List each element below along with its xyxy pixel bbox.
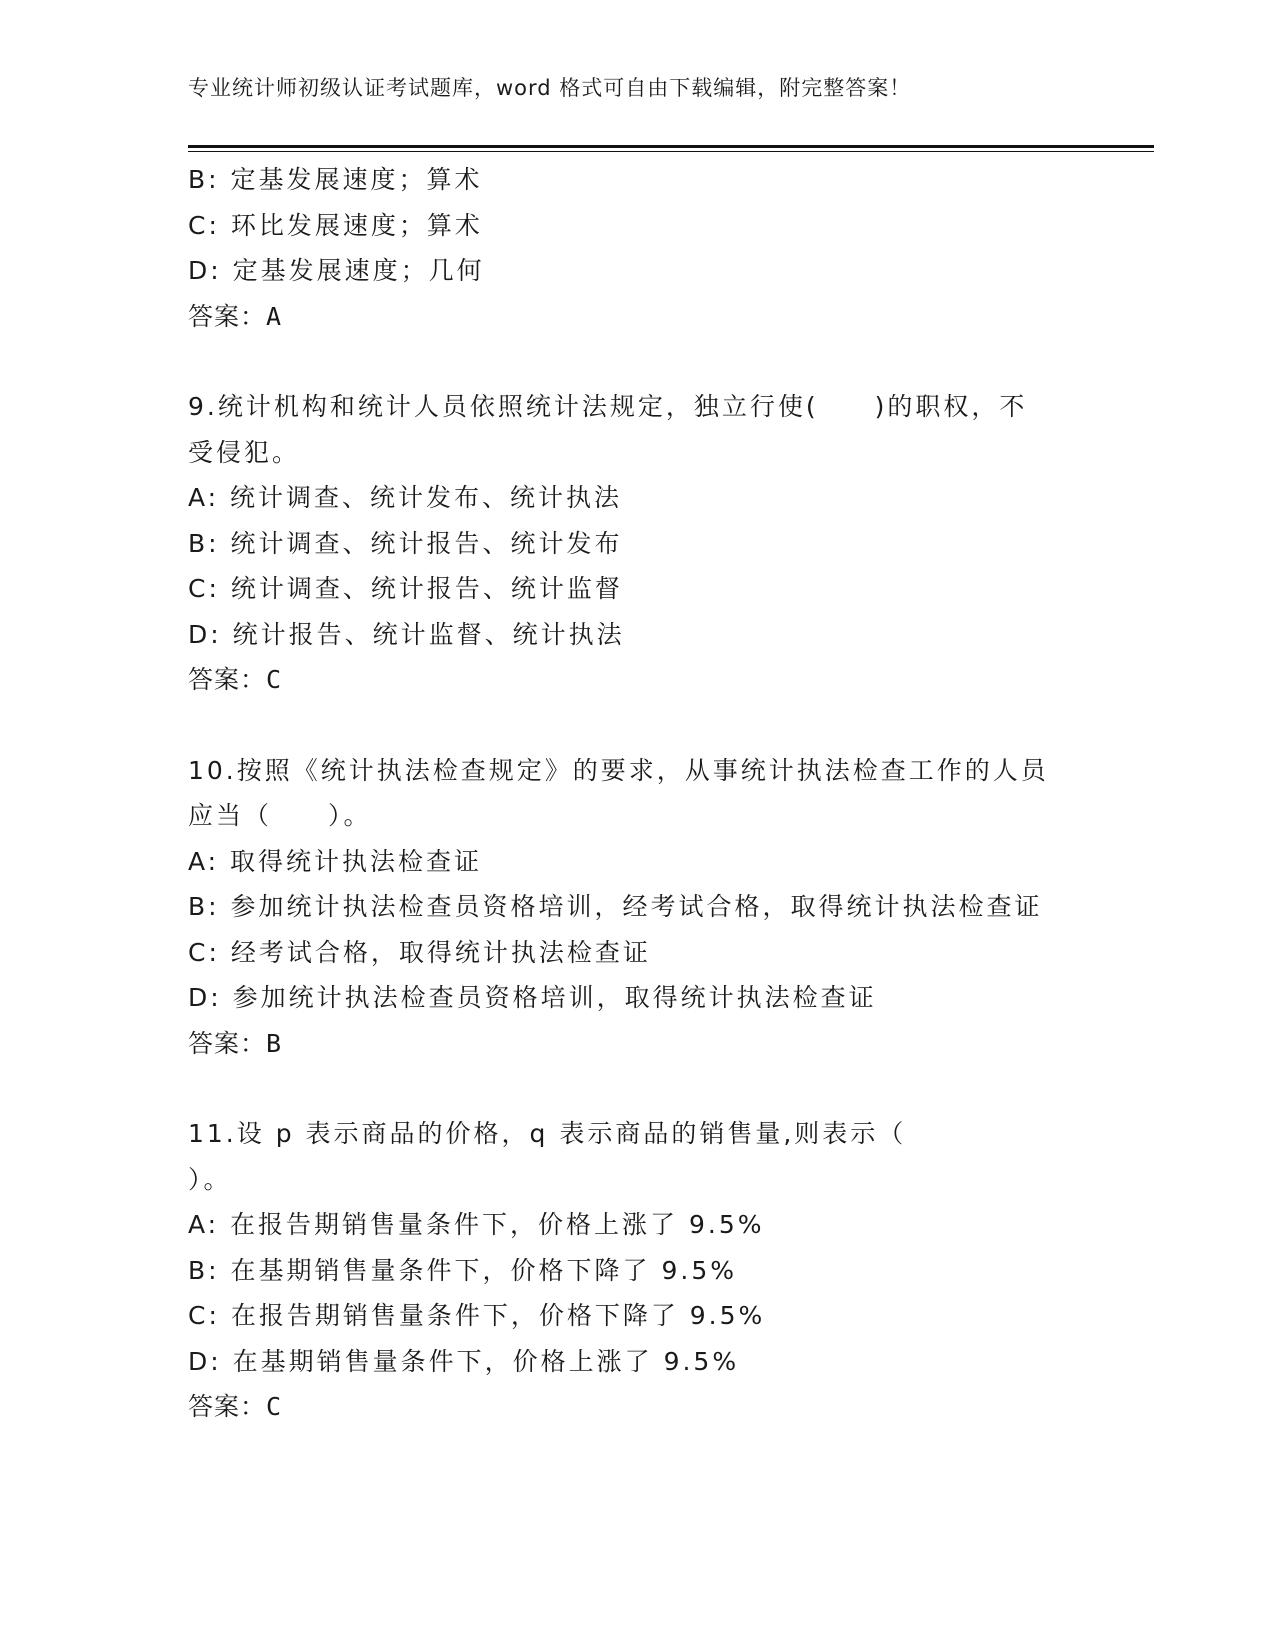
option-d: D: 统计报告、统计监督、统计执法 bbox=[188, 619, 625, 649]
header-rule-thin bbox=[188, 151, 1154, 152]
question-11-block bbox=[188, 1111, 1088, 1430]
option-a: A: 取得统计执法检查证 bbox=[188, 846, 483, 876]
question-10-stem-line1: 10.按照《统计执法检查规定》的要求，从事统计执法检查工作的人员 bbox=[188, 755, 1049, 785]
option-b: B: 参加统计执法检查员资格培训，经考试合格，取得统计执法检查证 bbox=[188, 892, 1043, 921]
option-a: A: 统计调查、统计发布、统计执法 bbox=[188, 483, 623, 512]
document-body bbox=[188, 157, 1088, 1430]
option-b: B: 在基期销售量条件下，价格下降了 9.5% bbox=[188, 1255, 737, 1285]
answer-line: 答案：C bbox=[188, 665, 283, 694]
option-c: C: 统计调查、统计报告、统计监督 bbox=[188, 574, 623, 603]
question-9-stem-line2: 受侵犯。 bbox=[188, 437, 301, 467]
option-c: C: 环比发展速度；算术 bbox=[188, 210, 483, 240]
answer-line: 答案：B bbox=[188, 1028, 283, 1058]
question-10-stem-line2: 应当（ ）。 bbox=[188, 801, 372, 830]
answer-line: 答案：C bbox=[188, 1392, 283, 1421]
question-10-block bbox=[188, 748, 1088, 1067]
option-d: D: 在基期销售量条件下，价格上涨了 9.5% bbox=[188, 1346, 740, 1376]
previous-question-block bbox=[188, 157, 1088, 339]
question-11-stem-line1: 11.设 p 表示商品的价格，q 表示商品的销售量,则表示（ bbox=[188, 1119, 907, 1148]
document-header: 专业统计师初级认证考试题库，word 格式可自由下载编辑，附完整答案！ bbox=[188, 76, 912, 100]
option-a: A: 在报告期销售量条件下，价格上涨了 9.5% bbox=[188, 1210, 765, 1239]
header-rule-thick bbox=[188, 145, 1154, 148]
option-b: B: 定基发展速度；算术 bbox=[188, 165, 483, 194]
spacer bbox=[188, 1066, 1088, 1111]
option-d: D: 参加统计执法检查员资格培训，取得统计执法检查证 bbox=[188, 983, 877, 1012]
option-c: C: 经考试合格，取得统计执法检查证 bbox=[188, 937, 651, 967]
spacer bbox=[188, 703, 1088, 748]
answer-line: 答案：A bbox=[188, 301, 283, 331]
question-9-block bbox=[188, 384, 1088, 703]
spacer bbox=[188, 339, 1088, 384]
option-d: D: 定基发展速度；几何 bbox=[188, 256, 485, 285]
question-9-stem-line1: 9.统计机构和统计人员依照统计法规定，独立行使( )的职权，不 bbox=[188, 392, 1028, 421]
question-11-stem-line2: ）。 bbox=[188, 1164, 232, 1194]
option-c: C: 在报告期销售量条件下，价格下降了 9.5% bbox=[188, 1301, 766, 1330]
option-b: B: 统计调查、统计报告、统计发布 bbox=[188, 528, 623, 558]
